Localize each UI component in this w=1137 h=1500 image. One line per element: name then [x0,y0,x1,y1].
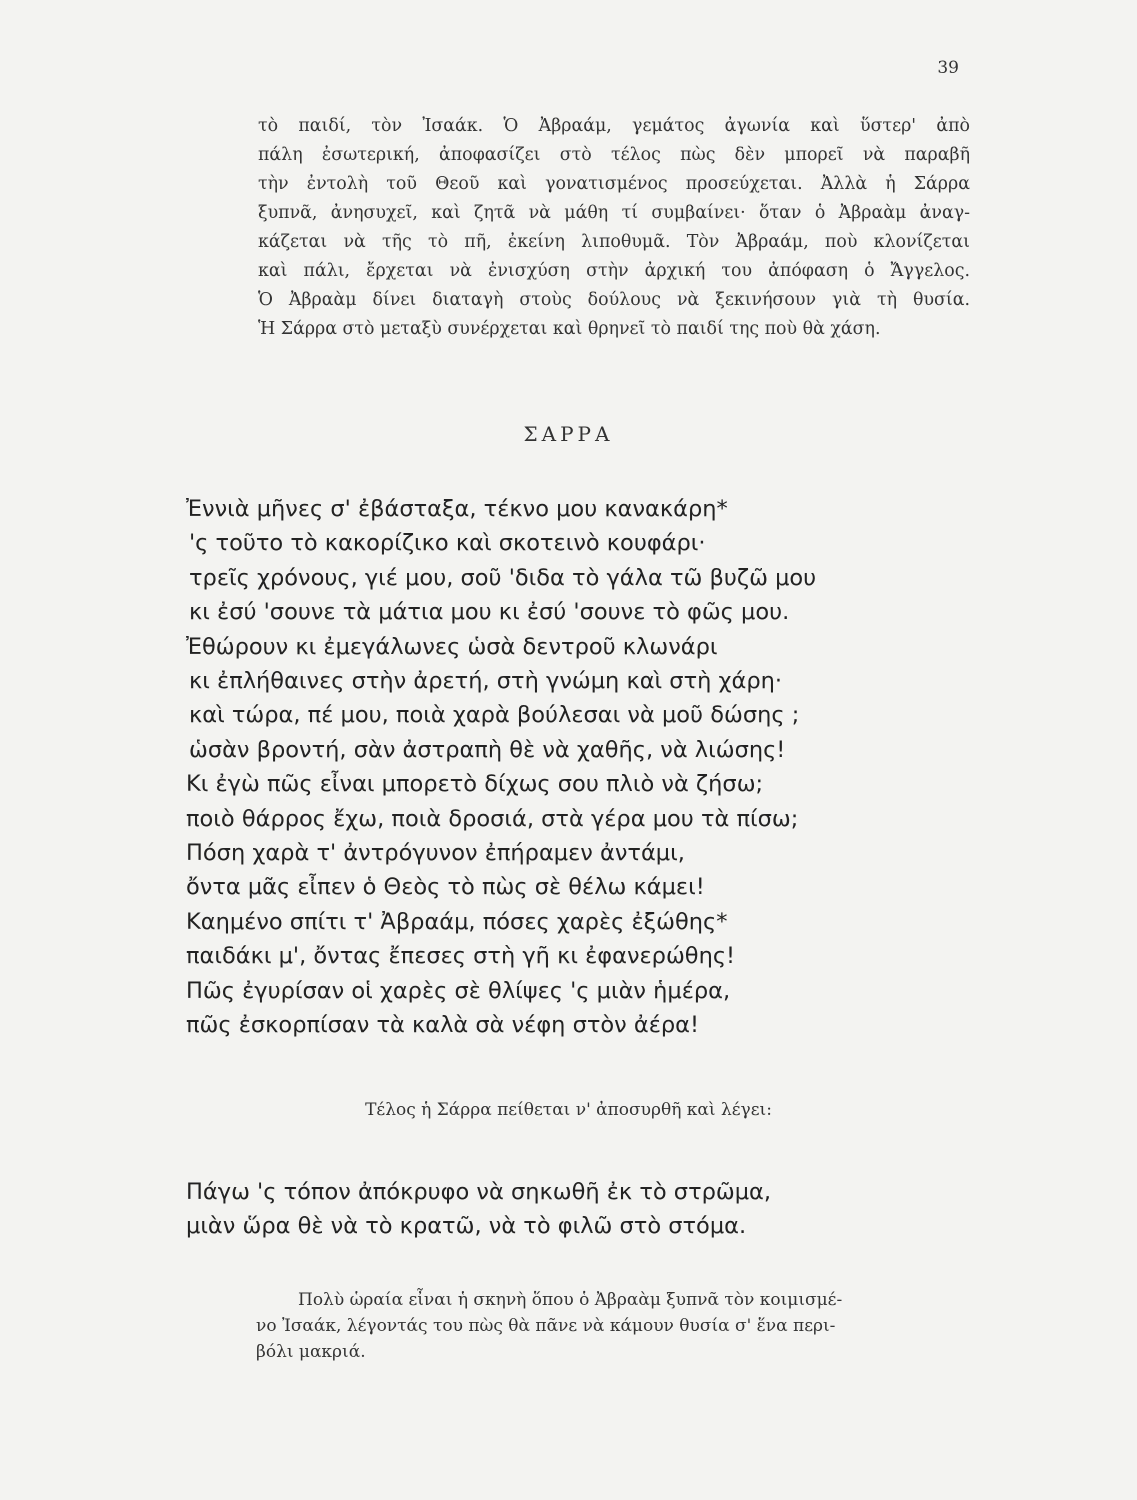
text-line: πάλη ἐσωτερική, ἀποφασίζει στὸ τέλος πὼς δὲν μπορεῖ νὰ παραβῆ [258,145,970,165]
poem-verse: ποιὸ θάρρος ἔχω, ποιὰ δροσιά, στὰ γέρα μου τὰ πίσω; [186,805,799,832]
intro-paragraph [258,112,970,344]
text-line: Ὁ Ἀβραὰμ δίνει διαταγὴ στοὺς δούλους νὰ ξεκινήσουν γιὰ τὴ θυσία. [258,290,970,310]
text-line: κάζεται νὰ τῆς τὸ πῆ, ἐκείνη λιποθυμᾶ. Τὸν Ἀβραάμ, ποὺ κλονίζεται [258,232,970,252]
text-line: τὴν ἐντολὴ τοῦ Θεοῦ καὶ γονατισμένος προσεύχεται. Ἀλλὰ ἡ Σάρρα [258,174,970,194]
poem-verse: Καημένο σπίτι τ' Ἀβραάμ, πόσες χαρὲς ἐξώθης* [186,908,728,935]
poem-verse: 'ς τοῦτο τὸ κακορίζικο καὶ σκοτεινὸ κουφάρι· [189,530,706,557]
poem-verse: Πάγω 'ς τόπον ἀπόκρυφο νὰ σηκωθῆ ἐκ τὸ στρῶμα, [186,1179,772,1205]
poem-verse: Ἐθώρουν κι ἐμεγάλωνες ὡσὰ δεντροῦ κλωνάρι [186,633,718,660]
poem-verse: παιδάκι μ', ὄντας ἔπεσες στὴ γῆ κι ἐφανερώθης! [186,943,736,970]
section-heading: ΣΑΡΡΑ [523,422,614,446]
text-line: Πολὺ ὡραία εἶναι ἡ σκηνὴ ὅπου ὁ Ἀβραὰμ ξυπνᾶ τὸν κοιμισμέ- [298,1290,843,1310]
poem-verse: πῶς ἐσκορπίσαν τὰ καλὰ σὰ νέφη στὸν ἀέρα! [186,1012,700,1039]
stage-direction: Τέλος ἡ Σάρρα πείθεται ν' ἀποσυρθῆ καὶ λέγει: [365,1100,772,1120]
text-line: βόλι μακριά. [256,1342,366,1362]
poem-verse: καὶ τώρα, πέ μου, ποιὰ χαρὰ βούλεσαι νὰ μοῦ δώσης ; [189,702,800,729]
text-line: Ἡ Σάρρα στὸ μεταξὺ συνέρχεται καὶ θρηνεῖ τὸ παιδί της ποὺ θὰ χάση. [258,319,881,339]
poem-verse: ὡσὰν βροντή, σὰν ἀστραπὴ θὲ νὰ χαθῆς, νὰ λιώσης! [189,736,786,763]
poem-verse: τρεῖς χρόνους, γιέ μου, σοῦ 'διδα τὸ γάλα τῶ βυζῶ μου [189,564,817,591]
poem-verse: Πῶς ἐγυρίσαν οἱ χαρὲς σὲ θλίψες 'ς μιὰν ἡμέρα, [186,977,731,1004]
text-line: νο Ἰσαάκ, λέγοντάς του πὼς θὰ πᾶνε νὰ κάμουν θυσία σ' ἕνα περι- [256,1316,836,1336]
poem-stanza [186,492,816,1043]
poem-verse: Ἐννιὰ μῆνες σ' ἐβάσταξα, τέκνο μου κανακάρη* [186,496,728,522]
closing-paragraph [256,1287,972,1365]
poem-verse: ὄντα μᾶς εἶπεν ὁ Θεὸς τὸ πὼς σὲ θέλω κάμει! [186,874,705,901]
text-line: καὶ πάλι, ἔρχεται νὰ ἐνισχύση στὴν ἀρχική του ἀπόφαση ὁ Ἄγγελος. [258,261,970,281]
text-line: τὸ παιδί, τὸν Ἰσαάκ. Ὁ Ἀβραάμ, γεμάτος ἀγωνία καὶ ὕστερ' ἀπὸ [258,116,970,136]
poem-verse: Πόση χαρὰ τ' ἀντρόγυνον ἐπήραμεν ἀντάμι, [186,840,685,867]
text-line: ξυπνᾶ, ἀνησυχεῖ, καὶ ζητᾶ νὰ μάθη τί συμβαίνει· ὅταν ὁ Ἀβραὰμ ἀναγ- [258,203,970,223]
poem-verse: μιὰν ὥρα θὲ νὰ τὸ κρατῶ, νὰ τὸ φιλῶ στὸ στόμα. [186,1213,747,1240]
poem-stanza-closing [186,1175,771,1244]
poem-verse: κι ἐπλήθαινες στὴν ἀρετή, στὴ γνώμη καὶ στὴ χάρη· [189,668,783,695]
poem-verse: κι ἐσύ 'σουνε τὰ μάτια μου κι ἐσύ 'σουνε τὸ φῶς μου. [189,599,790,626]
poem-verse: Κι ἐγὼ πῶς εἶναι μπορετὸ δίχως σου πλιὸ νὰ ζήσω; [186,771,764,798]
page-number: 39 [937,58,959,78]
